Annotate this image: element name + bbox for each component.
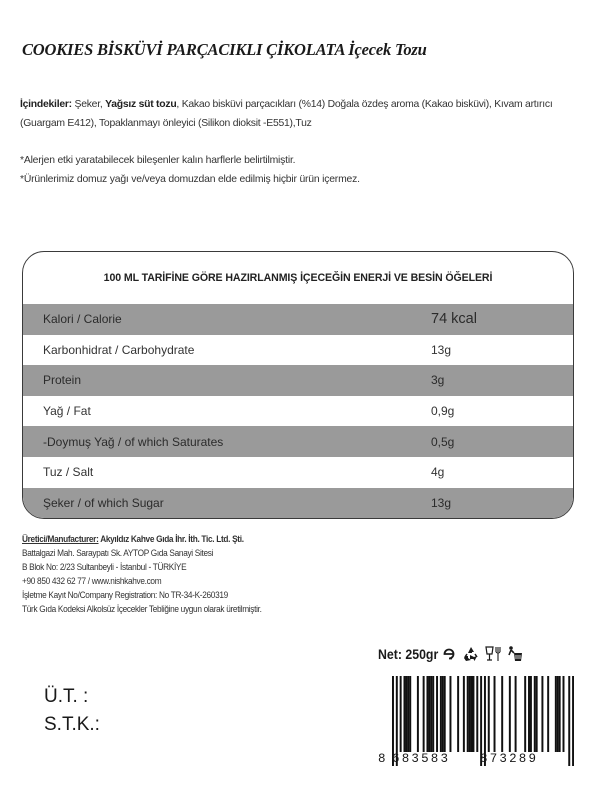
manufacturer-block (22, 532, 408, 616)
barcode-bar (403, 676, 405, 752)
barcode-bar (534, 676, 536, 752)
barcode-bar (440, 676, 442, 752)
net-weight: Net: 250gr (378, 646, 439, 662)
barcode-bar (471, 676, 473, 752)
barcode-bar (494, 676, 496, 752)
barcode-bar (469, 676, 471, 752)
product-title: COOKIES BİSKÜVİ PARÇACIKLI ÇİKOLATA İçecek Tozu (22, 40, 427, 59)
ingredients-allergen-milk: Yağsız süt tozu (105, 99, 177, 110)
ingredients-part2: , Kakao bisküvi parçacıkları (%14) Doğala özdeş aroma (Kakao bisküvi), Kıvam artırıcı (Guargam E412), Topaklanmayı önleyici (Silikon dioksit -E551),Tuz (20, 99, 553, 129)
barcode-bar (472, 676, 474, 752)
nutrition-label: Yağ / Fat (43, 404, 91, 419)
manufacturer-address-1: Battalgazi Mah. Saraypatı Sk. AYTOP Gıda Sanayi Sitesi (22, 548, 214, 558)
barcode-bar (509, 676, 511, 752)
barcode-bar (541, 676, 543, 752)
allergen-note: *Alerjen etki yaratabilecek bileşenler kalın harflerle belirtilmiştir. (20, 155, 296, 166)
barcode-bar (528, 676, 530, 752)
barcode-bar (428, 676, 430, 752)
tidyman-bin-icon (506, 645, 524, 663)
barcode-group-1: 683583 (392, 752, 451, 766)
barcode-bar (463, 676, 465, 752)
ingredients-label: İçindekiler: (20, 99, 72, 110)
nutrition-value: 0,5g (431, 434, 455, 449)
nutrition-value: 3g (431, 373, 445, 388)
manufacturer-address-2: B Blok No: 2/23 Sultanbeyli - İstanbul - TÜRKİYE (22, 562, 187, 572)
nutrition-label: Tuz / Salt (43, 465, 94, 480)
nutrition-panel (22, 251, 574, 519)
barcode-group-2: 873289 (480, 752, 539, 766)
barcode-bar (426, 676, 428, 752)
nutrition-label: -Doymuş Yağ / of which Saturates (43, 434, 224, 449)
nutrition-row-calorie (23, 304, 573, 335)
barcode-bar (530, 676, 532, 752)
estimated-e-icon (440, 645, 458, 663)
barcode-bar (557, 676, 559, 752)
barcode-bar (515, 676, 517, 752)
barcode-bar (488, 676, 490, 752)
nutrition-row-sugar (23, 488, 573, 519)
barcode-bar (449, 676, 451, 752)
lot-block (44, 683, 100, 739)
barcode-bar (430, 676, 432, 752)
nutrition-value: 74 kcal (431, 311, 477, 328)
barcode-bar (423, 676, 425, 752)
barcode-bar (409, 676, 411, 752)
barcode-bar (400, 676, 402, 752)
barcode-bar (547, 676, 549, 752)
nutrition-label: Şeker / of which Sugar (43, 495, 164, 510)
nutrition-value: 13g (431, 495, 452, 510)
pork-free-note: *Ürünlerimiz domuz yağı ve/veya domuzdan elde edilmiş hiçbir ürün içermez. (20, 174, 360, 185)
barcode-bar (524, 676, 526, 752)
barcode-bar (476, 676, 478, 752)
barcode-bar (563, 676, 565, 752)
ingredients-text (20, 95, 580, 133)
manufacturer-heading (22, 532, 408, 546)
barcode-bar (467, 676, 469, 752)
nutrition-value: 0,9g (431, 404, 455, 419)
barcode-bar (555, 676, 557, 752)
net-weight-row (378, 645, 524, 663)
barcode-bar (444, 676, 446, 752)
recycle-icon (462, 645, 480, 663)
barcode-bar (559, 676, 561, 752)
nutrition-row-carbohydrate (23, 335, 573, 366)
nutrition-row-salt (23, 457, 573, 488)
production-date-label: Ü.T. : (44, 686, 89, 707)
manufacturer-name: Akyıldız Kahve Gıda İhr. İth. Tic. Ltd. Şti. (98, 534, 244, 544)
barcode-bar (432, 676, 434, 752)
nutrition-label: Karbonhidrat / Carbohydrate (43, 342, 195, 357)
nutrition-heading: 100 ML TARİFİNE GÖRE HAZIRLANMIŞ İÇECEĞİN ENERJİ VE BESİN ÖĞELERİ (103, 272, 493, 284)
manufacturer-registration: İşletme Kayıt No/Company Registration: No TR-34-K-260319 (22, 590, 228, 600)
nutrition-row-protein (23, 365, 573, 396)
nutrition-value: 13g (431, 342, 452, 357)
manufacturer-contact: +90 850 432 62 77 / www.nishkahve.com (22, 576, 162, 586)
manufacturer-compliance: Türk Gıda Kodeksi Alkolsüz İçecekler Tebliğine uygun olarak üretilmiştir. (22, 604, 262, 614)
barcode-bar (536, 676, 538, 752)
barcode-digits (378, 752, 574, 766)
barcode-bar (442, 676, 444, 752)
manufacturer-label: Üretici/Manufacturer: (22, 534, 99, 544)
barcode-bar (405, 676, 407, 752)
nutrition-label: Protein (43, 373, 82, 388)
barcode-bar (457, 676, 459, 752)
nutrition-label: Kalori / Calorie (43, 312, 122, 327)
food-safe-glass-fork-icon (484, 645, 502, 663)
nutrition-value: 4g (431, 465, 445, 480)
barcode-first-digit: 8 (378, 752, 386, 766)
barcode-bar (417, 676, 419, 752)
expiry-date-label: S.T.K.: (44, 714, 100, 735)
barcode-bar (436, 676, 438, 752)
notes (20, 151, 580, 189)
nutrition-row-fat (23, 396, 573, 427)
nutrition-row-saturates (23, 426, 573, 457)
ingredients-part1: Şeker, (71, 99, 106, 110)
barcode-bar (407, 676, 409, 752)
barcode-bar (501, 676, 503, 752)
